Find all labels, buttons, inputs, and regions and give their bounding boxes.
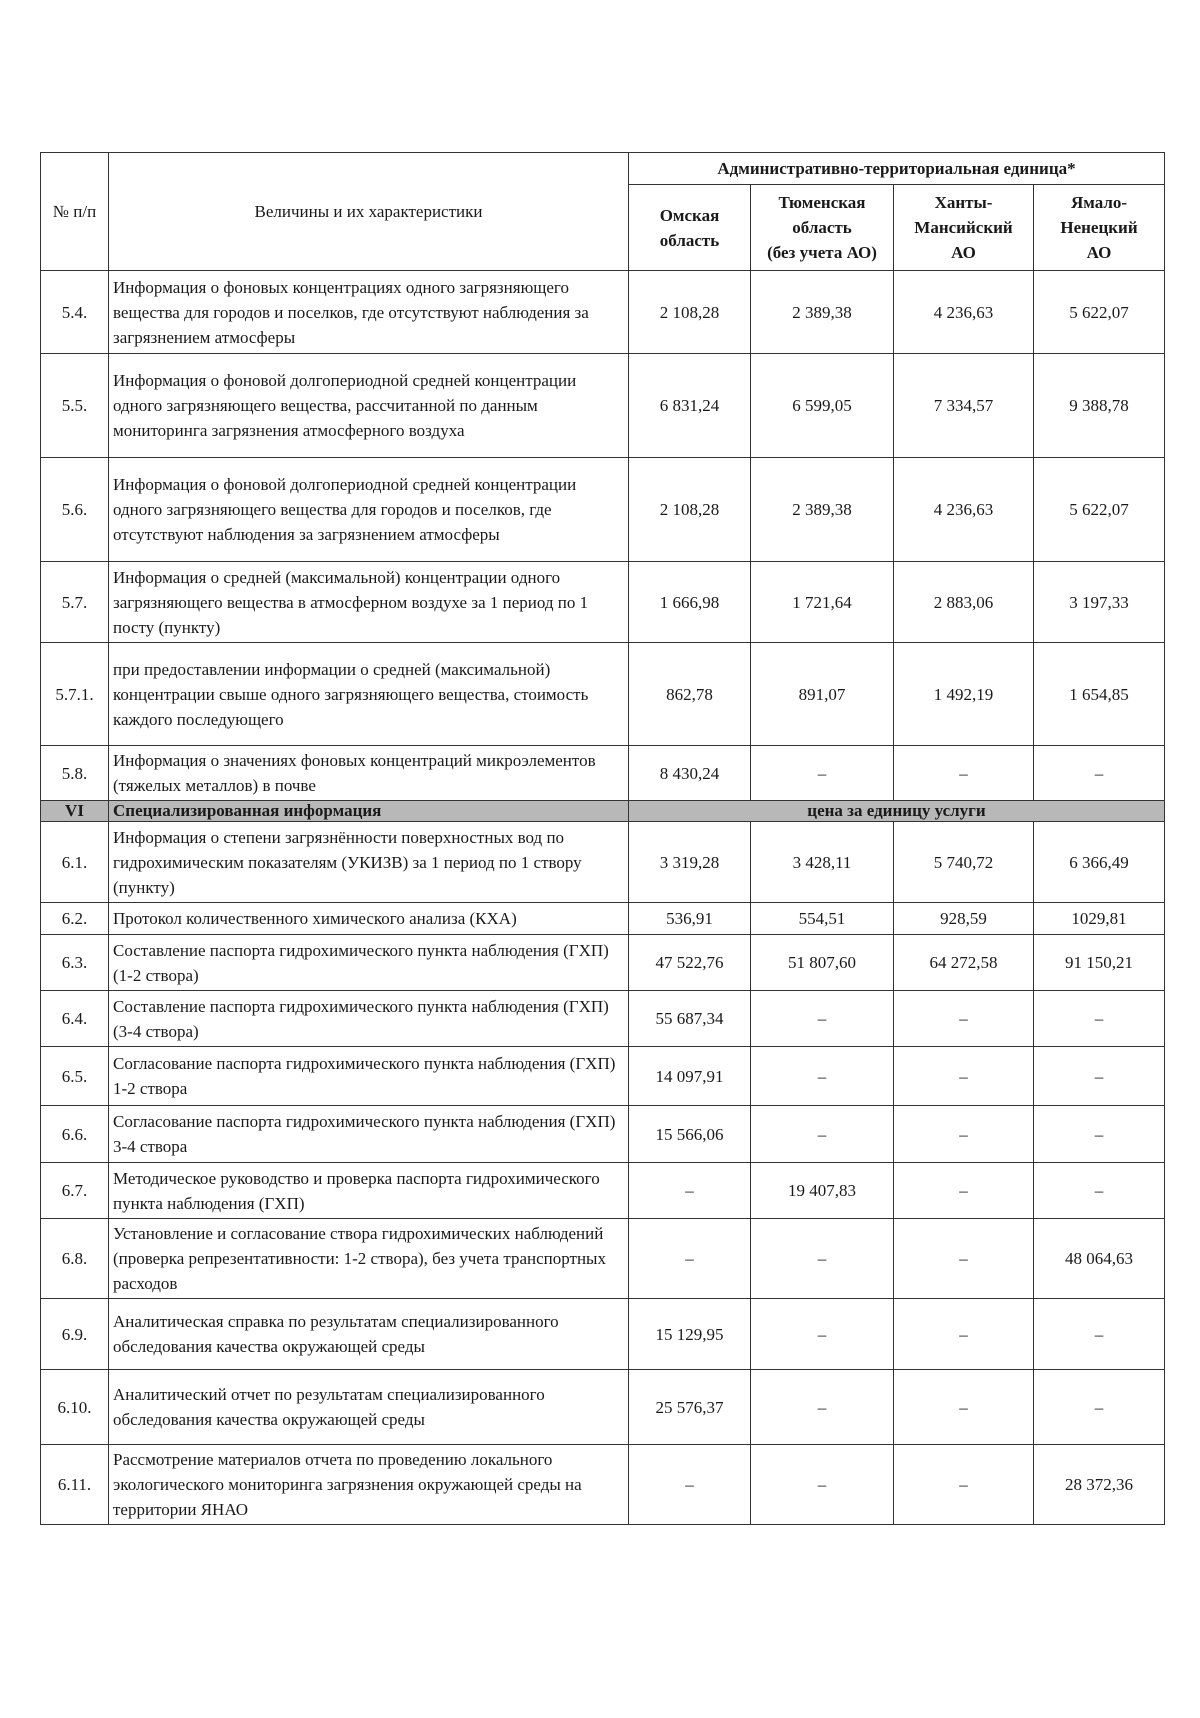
row-number: 6.2. <box>41 903 109 935</box>
row-description: Аналитический отчет по результатам специализированного обследования качества окружающей среды <box>109 1370 629 1445</box>
row-description: Согласование паспорта гидрохимического пункта наблюдения (ГХП) 1-2 створа <box>109 1047 629 1106</box>
table-row <box>41 354 1165 458</box>
price-cell: 1 721,64 <box>751 562 894 643</box>
table-row <box>41 991 1165 1047</box>
row-description: Установление и согласование створа гидрохимических наблюдений (проверка репрезентативности: 1-2 створа), без учета транспортных расходов <box>109 1219 629 1299</box>
price-cell: – <box>894 1370 1034 1445</box>
row-number: 5.6. <box>41 458 109 562</box>
price-cell: – <box>894 1219 1034 1299</box>
price-cell: 19 407,83 <box>751 1163 894 1219</box>
row-description: Информация о фоновой долгопериодной средней концентрации одного загрязняющего вещества, рассчитанной по данным мониторинга загрязнения атмосферного воздуха <box>109 354 629 458</box>
header-region-4 <box>1034 185 1165 271</box>
row-description: Методическое руководство и проверка паспорта гидрохимического пункта наблюдения (ГХП) <box>109 1163 629 1219</box>
price-cell: 1 654,85 <box>1034 643 1165 746</box>
price-cell: 15 566,06 <box>629 1106 751 1163</box>
price-cell: – <box>1034 1299 1165 1370</box>
price-cell: – <box>1034 991 1165 1047</box>
table-row <box>41 271 1165 354</box>
table-row <box>41 1299 1165 1370</box>
header-num: № п/п <box>41 153 109 271</box>
price-cell: 14 097,91 <box>629 1047 751 1106</box>
section-number: VI <box>41 801 109 822</box>
tariff-table <box>40 152 1165 1525</box>
price-cell: 5 622,07 <box>1034 271 1165 354</box>
price-cell: 2 389,38 <box>751 271 894 354</box>
table-row <box>41 746 1165 801</box>
price-cell: 2 108,28 <box>629 458 751 562</box>
price-cell: – <box>751 746 894 801</box>
table-row <box>41 562 1165 643</box>
price-cell: 2 389,38 <box>751 458 894 562</box>
price-cell: 5 740,72 <box>894 822 1034 903</box>
header-region-line: Омская <box>659 205 720 225</box>
header-region-line: Тюменская <box>778 193 866 212</box>
table-row <box>41 1106 1165 1163</box>
table-row <box>41 822 1165 903</box>
price-cell: 2 108,28 <box>629 271 751 354</box>
document-page <box>40 152 1164 1525</box>
price-cell: 7 334,57 <box>894 354 1034 458</box>
price-cell: – <box>751 1219 894 1299</box>
header-region-line: Мансийский <box>914 218 1013 237</box>
price-cell: 3 319,28 <box>629 822 751 903</box>
row-number: 6.10. <box>41 1370 109 1445</box>
row-number: 6.5. <box>41 1047 109 1106</box>
price-cell: – <box>894 1106 1034 1163</box>
row-number: 5.5. <box>41 354 109 458</box>
price-cell: 862,78 <box>629 643 751 746</box>
price-cell: 47 522,76 <box>629 935 751 991</box>
row-description: Информация о степени загрязнённости поверхностных вод по гидрохимическим показателям (УКИЗВ) за 1 период по 1 створу (пункту) <box>109 822 629 903</box>
table-header <box>41 153 1165 271</box>
header-region-line: Ханты- <box>934 193 993 212</box>
row-description: Аналитическая справка по результатам специализированного обследования качества окружающей среды <box>109 1299 629 1370</box>
header-region-line: область <box>792 218 852 237</box>
price-cell: – <box>894 1445 1034 1525</box>
price-cell: 3 197,33 <box>1034 562 1165 643</box>
row-number: 6.6. <box>41 1106 109 1163</box>
price-cell: 25 576,37 <box>629 1370 751 1445</box>
price-cell: 928,59 <box>894 903 1034 935</box>
price-cell: 6 831,24 <box>629 354 751 458</box>
price-cell: – <box>751 991 894 1047</box>
row-number: 6.4. <box>41 991 109 1047</box>
row-number: 6.11. <box>41 1445 109 1525</box>
price-cell: 1 666,98 <box>629 562 751 643</box>
price-cell: 536,91 <box>629 903 751 935</box>
price-cell: 15 129,95 <box>629 1299 751 1370</box>
row-description: Информация о фоновых концентрациях одного загрязняющего вещества для городов и поселков, где отсутствуют наблюдения за загрязнением атмосферы <box>109 271 629 354</box>
price-cell: 64 272,58 <box>894 935 1034 991</box>
table-row <box>41 643 1165 746</box>
price-cell: – <box>751 1370 894 1445</box>
price-cell: 554,51 <box>751 903 894 935</box>
header-admin-unit: Административно-территориальная единица* <box>629 153 1165 185</box>
price-cell: – <box>894 746 1034 801</box>
price-cell: 91 150,21 <box>1034 935 1165 991</box>
row-number: 6.1. <box>41 822 109 903</box>
row-number: 5.7. <box>41 562 109 643</box>
price-cell: 6 599,05 <box>751 354 894 458</box>
table-row <box>41 1219 1165 1299</box>
price-cell: – <box>751 1445 894 1525</box>
header-region-2 <box>751 185 894 271</box>
price-cell: – <box>1034 1163 1165 1219</box>
price-cell: 55 687,34 <box>629 991 751 1047</box>
header-region-3 <box>894 185 1034 271</box>
table-row <box>41 1047 1165 1106</box>
price-cell: – <box>894 1299 1034 1370</box>
row-description: Протокол количественного химического анализа (КХА) <box>109 903 629 935</box>
header-region-line: Ямало- <box>1070 193 1128 212</box>
section-row <box>41 801 1165 822</box>
row-description: Рассмотрение материалов отчета по проведению локального экологического мониторинга загрязнения окружающей среды на территории ЯНАО <box>109 1445 629 1525</box>
price-cell: – <box>751 1299 894 1370</box>
price-cell: – <box>1034 746 1165 801</box>
price-cell: – <box>1034 1106 1165 1163</box>
header-region-1 <box>629 185 751 271</box>
header-region-line: Ненецкий <box>1060 218 1138 237</box>
price-cell: – <box>629 1445 751 1525</box>
table-row <box>41 1163 1165 1219</box>
table-body <box>41 271 1165 1525</box>
price-cell: – <box>894 991 1034 1047</box>
price-cell: 4 236,63 <box>894 458 1034 562</box>
row-number: 6.9. <box>41 1299 109 1370</box>
price-cell: 1 492,19 <box>894 643 1034 746</box>
price-cell: – <box>629 1219 751 1299</box>
table-row <box>41 458 1165 562</box>
row-description: Информация о средней (максимальной) концентрации одного загрязняющего вещества в атмосферном воздухе за 1 период по 1 посту (пункту) <box>109 562 629 643</box>
header-description: Величины и их характеристики <box>109 153 629 271</box>
price-cell: 8 430,24 <box>629 746 751 801</box>
price-cell: 51 807,60 <box>751 935 894 991</box>
row-description: Информация о значениях фоновых концентраций микроэлементов (тяжелых металлов) в почве <box>109 746 629 801</box>
price-cell: 28 372,36 <box>1034 1445 1165 1525</box>
price-cell: – <box>629 1163 751 1219</box>
price-cell: 2 883,06 <box>894 562 1034 643</box>
row-description: при предоставлении информации о средней (максимальной) концентрации свыше одного загрязняющего вещества, стоимость каждого последующего <box>109 643 629 746</box>
table-row <box>41 1370 1165 1445</box>
row-description: Информация о фоновой долгопериодной средней концентрации одного загрязняющего вещества для городов и поселков, где отсутствуют наблюдения за загрязнением атмосферы <box>109 458 629 562</box>
row-number: 6.3. <box>41 935 109 991</box>
row-number: 5.7.1. <box>41 643 109 746</box>
row-number: 6.7. <box>41 1163 109 1219</box>
row-number: 5.4. <box>41 271 109 354</box>
header-region-line: АО <box>951 243 976 262</box>
row-number: 6.8. <box>41 1219 109 1299</box>
table-row <box>41 935 1165 991</box>
price-cell: – <box>894 1047 1034 1106</box>
price-cell: – <box>1034 1370 1165 1445</box>
price-cell: 48 064,63 <box>1034 1219 1165 1299</box>
header-region-line: (без учета АО) <box>767 243 877 262</box>
price-cell: – <box>894 1163 1034 1219</box>
price-cell: 5 622,07 <box>1034 458 1165 562</box>
price-cell: 891,07 <box>751 643 894 746</box>
section-price-note: цена за единицу услуги <box>629 801 1165 822</box>
price-cell: – <box>751 1047 894 1106</box>
row-description: Составление паспорта гидрохимического пункта наблюдения (ГХП) (1-2 створа) <box>109 935 629 991</box>
header-region-line: область <box>659 230 720 250</box>
price-cell: – <box>751 1106 894 1163</box>
header-region-line: АО <box>1086 243 1112 262</box>
row-description: Согласование паспорта гидрохимического пункта наблюдения (ГХП) 3-4 створа <box>109 1106 629 1163</box>
price-cell: 3 428,11 <box>751 822 894 903</box>
section-title: Специализированная информация <box>109 801 629 822</box>
row-number: 5.8. <box>41 746 109 801</box>
row-description: Составление паспорта гидрохимического пункта наблюдения (ГХП) (3-4 створа) <box>109 991 629 1047</box>
table-row <box>41 1445 1165 1525</box>
price-cell: 1029,81 <box>1034 903 1165 935</box>
price-cell: 9 388,78 <box>1034 354 1165 458</box>
price-cell: – <box>1034 1047 1165 1106</box>
price-cell: 6 366,49 <box>1034 822 1165 903</box>
price-cell: 4 236,63 <box>894 271 1034 354</box>
table-row <box>41 903 1165 935</box>
